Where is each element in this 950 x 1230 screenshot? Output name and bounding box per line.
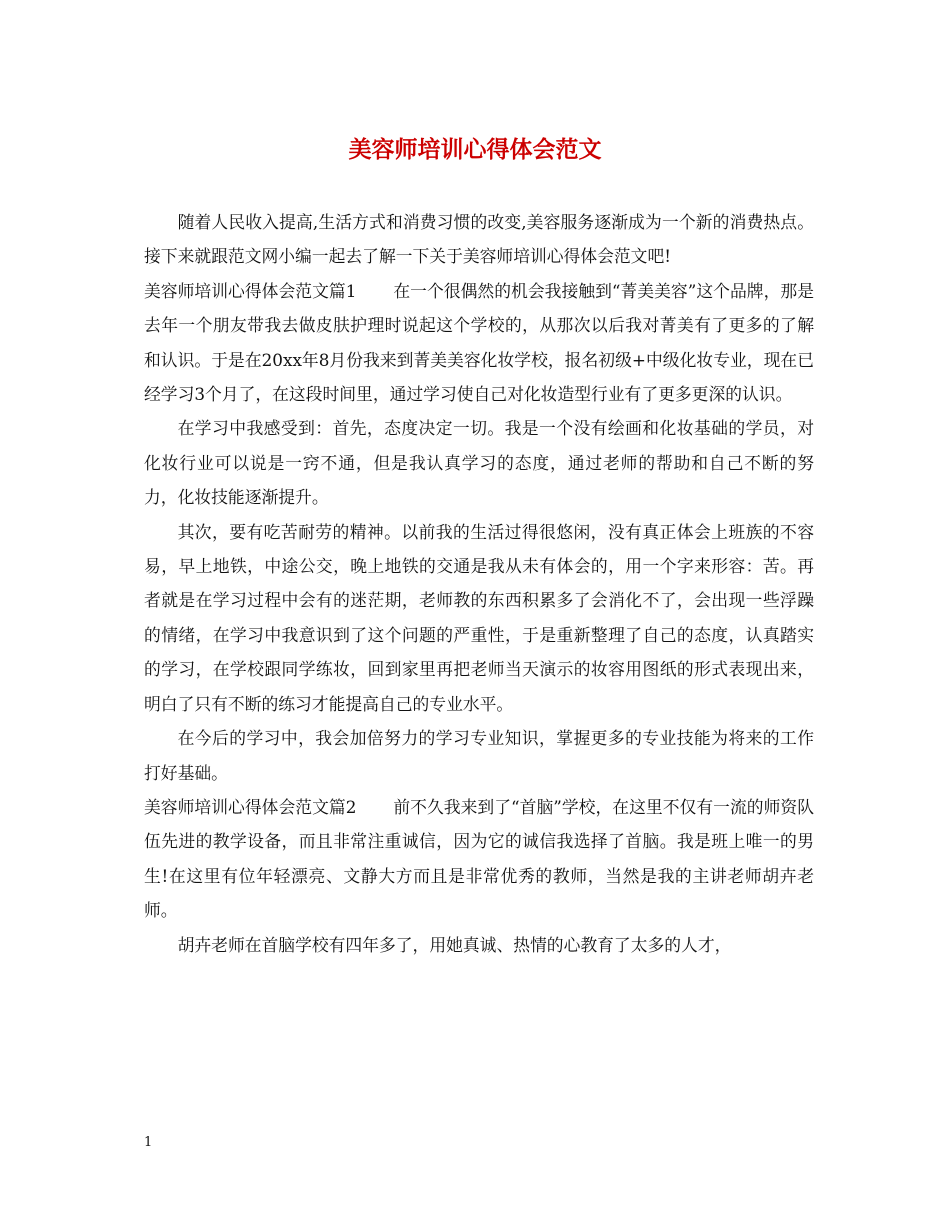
- section-2-heading: 美容师培训心得体会范文篇2: [144, 796, 357, 817]
- intro-paragraph: 随着人民收入提高,生活方式和消费习惯的改变,美容服务逐渐成为一个新的消费热点。接下来就跟范文网小编一起去了解一下关于美容师培训心得体会范文吧!: [144, 212, 814, 267]
- attitude-paragraph: 在学习中我感受到：首先，态度决定一切。我是一个没有绘画和化妆基础的学员，对化妆行业可以说是一窍不通，但是我认真学习的态度，通过老师的帮助和自己不断的努力，化妆技能逐渐提升。: [144, 418, 814, 508]
- teacher-paragraph: 胡卉老师在首脑学校有四年多了，用她真诚、热情的心教育了太多的人才，: [177, 934, 732, 955]
- section-1-heading: 美容师培训心得体会范文篇1: [144, 280, 357, 301]
- hardship-paragraph: 其次，要有吃苦耐劳的精神。以前我的生活过得很悠闲，没有真正体会上班族的不容易，早上地铁，中途公交，晚上地铁的交通是我从未有体会的，用一个字来形容：苦。再者就是在学习过程中会有的迷茫期，老师教的东西积累多了会消化不了，会出现一些浮躁的情绪，在学习中我意识到了这个问题的严重性，于是重新整理了自己的态度，认真踏实的学习，在学校跟同学练妆，回到家里再把老师当天演示的妆容用图纸的形式表现出来，明白了只有不断的练习才能提高自己的专业水平。: [144, 521, 814, 714]
- document-body: [144, 205, 814, 962]
- document-title: 美容师培训心得体会范文: [348, 136, 602, 163]
- page-number: 1: [144, 1135, 153, 1150]
- section-2-text: 前不久我来到了“首脑”学校，在这里不仅有一流的师资队伍先进的教学设备，而且非常注重诚信，因为它的诚信我选择了首脑。我是班上唯一的男生!在这里有位年轻漂亮、文静大方而且是非常优秀的教师，当然是我的主讲老师胡卉老师。: [144, 796, 814, 921]
- future-paragraph: 在今后的学习中，我会加倍努力的学习专业知识，掌握更多的专业技能为将来的工作打好基础。: [144, 728, 814, 783]
- section-1-paragraph: [144, 274, 814, 412]
- section-1-text: 在一个很偶然的机会我接触到“菁美美容”这个品牌，那是去年一个朋友带我去做皮肤护理时说起这个学校的，从那次以后我对菁美有了更多的了解和认识。于是在20xx年8月份我来到菁美美容化妆学校，报名初级+中级化妆专业，现在已经学习3个月了，在这段时间里，通过学习使自己对化妆造型行业有了更多更深的认识。: [144, 280, 814, 405]
- section-2-paragraph: [144, 790, 814, 928]
